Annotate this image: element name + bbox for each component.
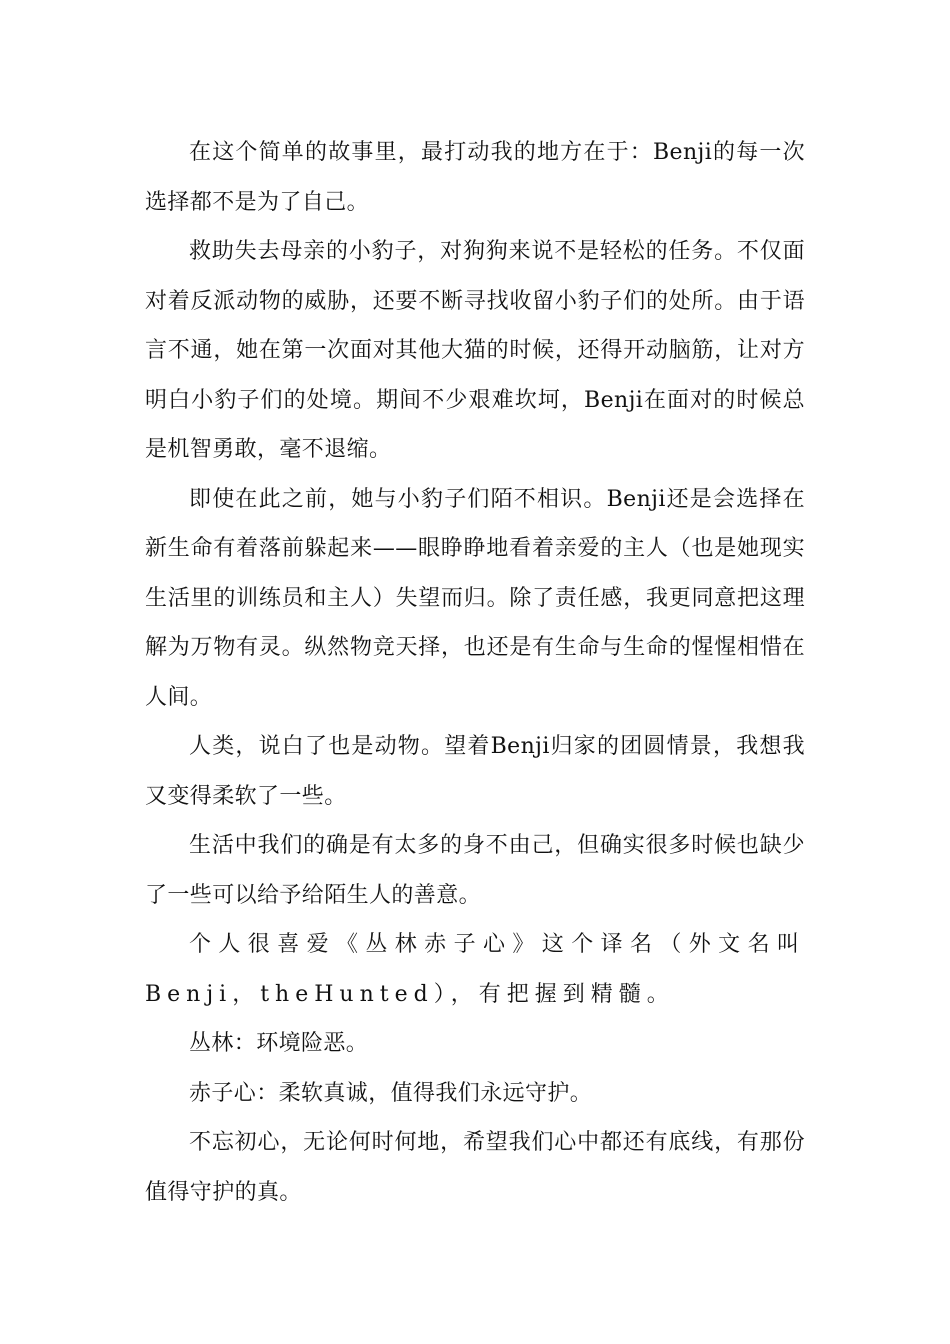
paragraph-3: 即使在此之前，她与小豹子们陌不相识。Benji还是会选择在新生命有着落前躲起来——眼睁睁地看着亲爱的主人（也是她现实生活里的训练员和主人）失望而归。除了责任感，我更同意把这理解为万物有灵。纵然物竞天择，也还是有生命与生命的惺惺相惜在人间。	[145, 486, 805, 710]
paragraph-4: 人类，说白了也是动物。望着Benji归家的团圆情景，我想我又变得柔软了一些。	[145, 734, 805, 809]
paragraph-1: 在这个简单的故事里，最打动我的地方在于：Benji的每一次选择都不是为了自己。	[145, 140, 805, 215]
paragraph-9: 不忘初心，无论何时何地，希望我们心中都还有底线，有那份值得守护的真。	[145, 1130, 805, 1205]
paragraph-5: 生活中我们的确是有太多的身不由己，但确实很多时候也缺少了一些可以给予给陌生人的善意。	[145, 833, 805, 908]
paragraph-2: 救助失去母亲的小豹子，对狗狗来说不是轻松的任务。不仅面对着反派动物的威胁，还要不断寻找收留小豹子们的处所。由于语言不通，她在第一次面对其他大猫的时候，还得开动脑筋，让对方明白小豹子们的处境。期间不少艰难坎坷，Benji在面对的时候总是机智勇敢，毫不退缩。	[145, 239, 805, 462]
paragraph-8: 赤子心：柔软真诚，值得我们永远守护。	[189, 1080, 593, 1106]
paragraph-7: 丛林：环境险恶。	[189, 1031, 369, 1056]
paragraph-6: 个人很喜爱《丛林赤子心》这个译名（外文名叫Benji，theHunted），有把握到精髓。	[145, 932, 805, 1007]
document-body	[145, 128, 805, 1217]
